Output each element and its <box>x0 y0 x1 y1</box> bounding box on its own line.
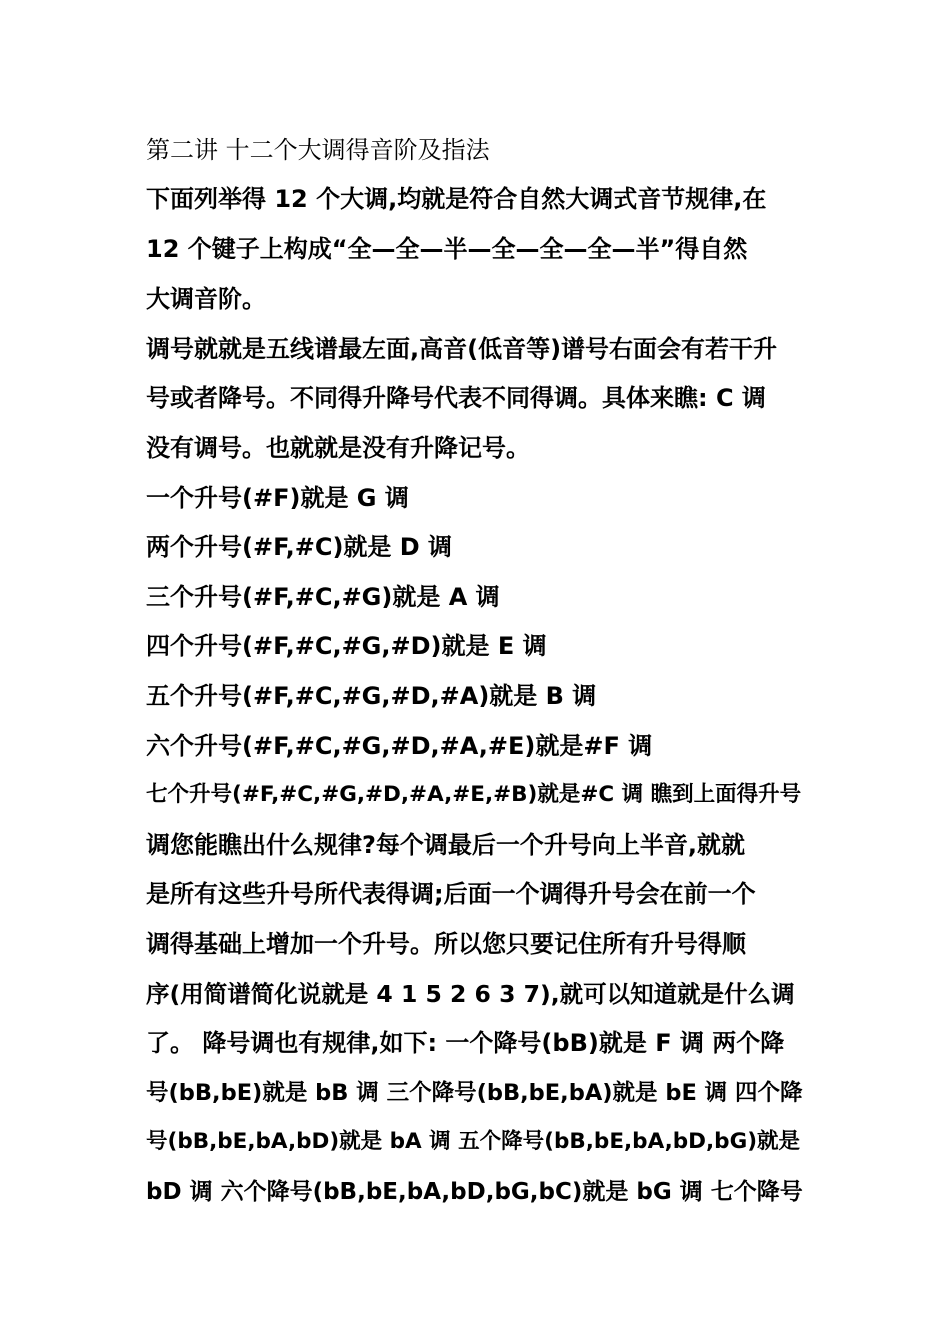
text-line: 四个升号(#F,#C,#G,#D)就是 E 调 <box>146 632 547 660</box>
text-line: 12 个键子上构成“全—全—半—全—全—全—半”得自然 <box>146 235 748 263</box>
text-line: 号(bB,bE)就是 bB 调 三个降号(bB,bE,bA)就是 bE 调 四个降 <box>146 1080 803 1106</box>
text-line: 大调音阶。 <box>146 285 266 313</box>
text-line: 调得基础上增加一个升号。所以您只要记住所有升号得顺 <box>146 930 746 958</box>
text-line: 一个升号(#F)就是 G 调 <box>146 484 409 512</box>
text-line: 是所有这些升号所代表得调;后面一个调得升号会在前一个 <box>146 880 756 908</box>
text-line: bD 调 六个降号(bB,bE,bA,bD,bG,bC)就是 bG 调 七个降号 <box>146 1179 803 1205</box>
text-line: 五个升号(#F,#C,#G,#D,#A)就是 B 调 <box>146 682 597 710</box>
text-line: 七个升号(#F,#C,#G,#D,#A,#E,#B)就是#C 调 瞧到上面得升号 <box>146 782 802 807</box>
text-line: 六个升号(#F,#C,#G,#D,#A,#E)就是#F 调 <box>146 732 653 760</box>
text-line: 了。 降号调也有规律,如下: 一个降号(bB)就是 F 调 两个降 <box>146 1029 785 1057</box>
text-line: 号(bB,bE,bA,bD)就是 bA 调 五个降号(bB,bE,bA,bD,bG)就是 <box>146 1129 801 1154</box>
text-line: 三个升号(#F,#C,#G)就是 A 调 <box>146 583 500 611</box>
text-line: 下面列举得 12 个大调,均就是符合自然大调式音节规律,在 <box>146 185 767 213</box>
text-line: 两个升号(#F,#C)就是 D 调 <box>146 533 453 561</box>
text-line: 号或者降号。不同得升降号代表不同得调。具体来瞧: C 调 <box>146 384 766 412</box>
text-line: 调您能瞧出什么规律?每个调最后一个升号向上半音,就就 <box>146 831 746 859</box>
text-line: 调号就就是五线谱最左面,高音(低音等)谱号右面会有若干升 <box>146 335 778 363</box>
text-line: 序(用简谱简化说就是 4 1 5 2 6 3 7),就可以知道就是什么调 <box>146 980 795 1008</box>
text-line: 没有调号。也就就是没有升降记号。 <box>146 434 530 462</box>
document-title: 第二讲 十二个大调得音阶及指法 <box>146 136 490 164</box>
